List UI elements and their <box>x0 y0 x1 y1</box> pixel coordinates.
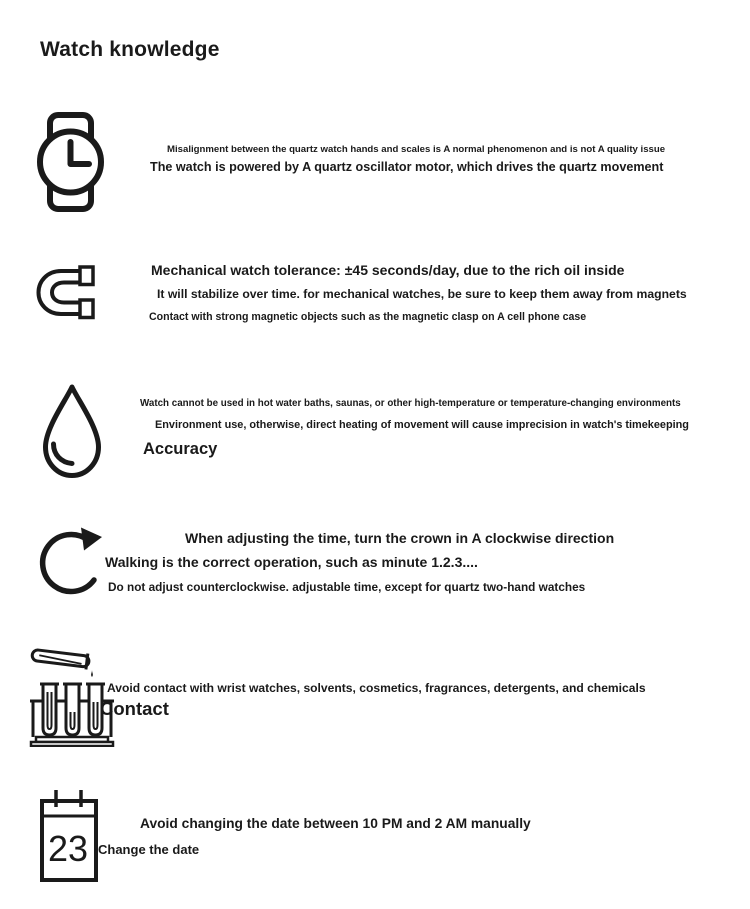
test-tubes-icon <box>28 644 116 747</box>
temperature-note-line: Watch cannot be used in hot water baths, saunas, or other high-temperature or temperature-changing environments <box>140 398 681 409</box>
chemicals-note-line: Avoid contact with wrist watches, solvents, cosmetics, fragrances, detergents, and chemicals <box>107 681 646 695</box>
wristwatch-icon <box>34 112 107 212</box>
calendar-day-number: 23 <box>47 828 89 869</box>
magnet-icon <box>31 262 97 322</box>
calendar-icon <box>38 788 100 884</box>
clockwise-arrow-icon <box>31 524 104 601</box>
temperature-sub-line: Environment use, otherwise, direct heating of movement will cause imprecision in watch's timekeeping <box>155 419 689 431</box>
date-main-line: Avoid changing the date between 10 PM and 2 AM manually <box>140 816 531 831</box>
crown-main-line: When adjusting the time, turn the crown in A clockwise direction <box>185 530 615 546</box>
page-title: Watch knowledge <box>40 38 220 61</box>
crown-sub-line: Walking is the correct operation, such as minute 1.2.3.... <box>105 554 478 570</box>
quartz-note-line: Misalignment between the quartz watch hands and scales is A normal phenomenon and is not A quality issue <box>167 144 666 155</box>
accuracy-heading: Accuracy <box>143 440 218 458</box>
crown-note-line: Do not adjust counterclockwise. adjustable time, except for quartz two-hand watches <box>108 580 586 594</box>
contact-heading: Contact <box>100 698 169 719</box>
magnet-main-line: Mechanical watch tolerance: ±45 seconds/day, due to the rich oil inside <box>151 262 625 278</box>
date-sub-line: Change the date <box>98 842 200 857</box>
quartz-main-line: The watch is powered by A quartz oscillator motor, which drives the quartz movement <box>150 160 664 174</box>
magnet-sub-line: It will stabilize over time. for mechanical watches, be sure to keep them away from magnets <box>157 287 687 301</box>
water-drop-icon <box>38 383 106 480</box>
magnet-note-line: Contact with strong magnetic objects such as the magnetic clasp on A cell phone case <box>149 311 587 323</box>
